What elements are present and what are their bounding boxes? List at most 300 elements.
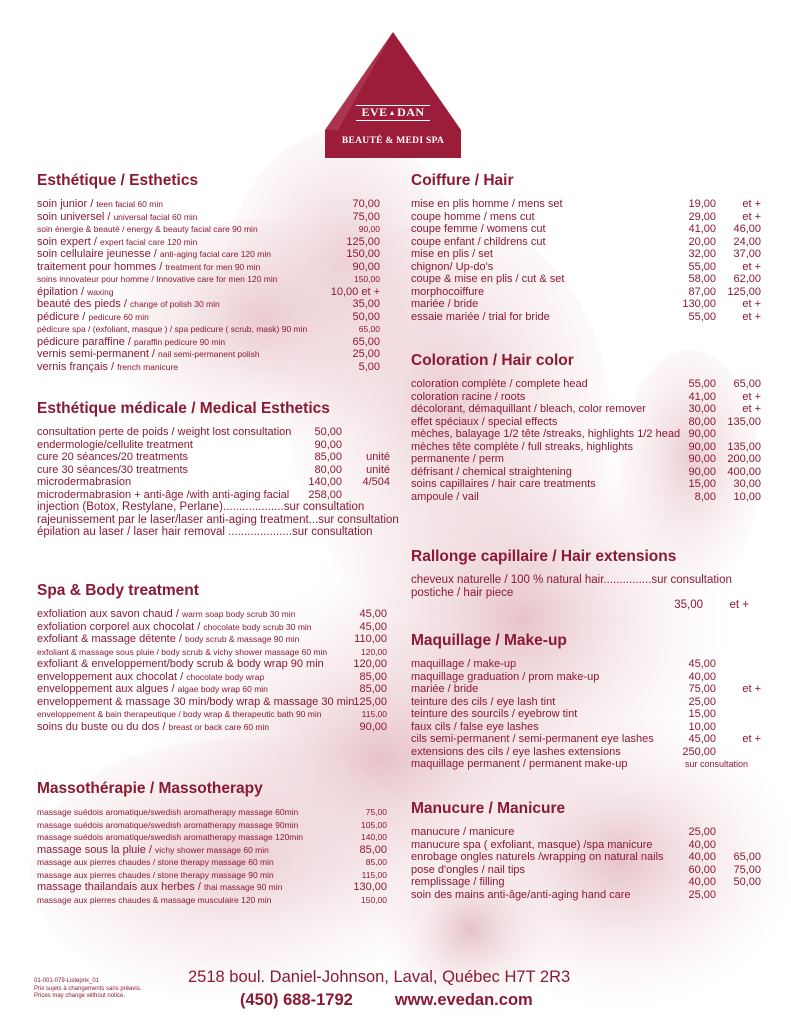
- massage-item-label: [37, 819, 298, 832]
- color-row: [411, 453, 766, 466]
- esthetics-item-en: (exfoliant, masque ) / spa pedicure ( scrub, mask) 90 min: [92, 324, 308, 334]
- esthetics-row: [37, 261, 405, 274]
- esthetics-item-label: pédicure paraffine / paraffin pedicure 90 min: [37, 335, 226, 348]
- makeup-item-price: 250,00: [682, 745, 716, 758]
- spa-item-en: body wrap & therapeutic bath 90 min: [183, 709, 322, 719]
- medical-item-label: endermologie/cellulite treatment: [37, 438, 193, 451]
- esthetics-item-fr: soin cellulaire jeunesse: [37, 248, 151, 260]
- makeup-list: [411, 658, 766, 771]
- hair-item-label: coupe femme / womens cut: [411, 223, 546, 235]
- makeup-item-label: maquillage / make-up: [411, 658, 517, 670]
- esthetics-item-fr: pédicure paraffine: [37, 335, 125, 348]
- spa-item-fr: enveloppement & bain therapeutique: [37, 709, 176, 719]
- color-list: [411, 378, 766, 503]
- logo-tagline: BEAUTÉ & MEDI SPA: [341, 136, 445, 146]
- spa-item-fr: exfoliant & enveloppement/body scrub & body wrap 90 min: [37, 658, 324, 670]
- website-link[interactable]: www.evedan.com: [394, 991, 533, 1009]
- esthetics-item-en: paraffin pedicure 90 min: [134, 336, 226, 347]
- manicure-list: [411, 826, 766, 901]
- logo-brand-left: EVE: [361, 105, 388, 119]
- esthetics-row: [37, 323, 405, 336]
- spa-item-en: warm soap body scrub 30 min: [181, 609, 296, 619]
- manicure-row: [411, 826, 766, 839]
- esthetics-item-label: soin junior / teen facial 60 min: [37, 198, 163, 210]
- spa-row: [37, 671, 392, 684]
- esthetics-item-en: anti-aging facial care 120 min: [159, 249, 271, 259]
- esthetics-row: [37, 311, 405, 324]
- esthetics-item-label: soin cellulaire jeunesse / anti-aging facial care 120 min: [37, 248, 271, 260]
- color-item-price: 30,00: [688, 403, 716, 415]
- color-item-price: 90,00: [688, 453, 716, 465]
- massage-item-price: 140,00: [361, 832, 387, 842]
- massage-row: [37, 819, 392, 832]
- spa-item-price: 125,00: [353, 695, 387, 708]
- spa-item-label: exfoliant & massage détente / body scrub & massage 90 min: [37, 633, 300, 645]
- esthetics-item-label: soins innovateur pour homme / Innovative care for men 120 min: [37, 274, 278, 284]
- spa-item-fr: enveloppement aux chocolat: [37, 670, 178, 683]
- hair-item-price-2: 37,00: [733, 248, 761, 260]
- color-item-label: soins capillaires / hair care treatments: [411, 478, 596, 490]
- makeup-item-label: cils semi-permanent / semi-permanent eye lashes: [411, 733, 654, 745]
- esthetics-item-en: expert facial care 120 min: [99, 236, 198, 247]
- makeup-item-price-2: et +: [742, 733, 761, 745]
- spa-item-label: exfoliation corporel aux chocolat / chocolate body scrub 30 min: [37, 620, 312, 633]
- esthetics-item-en: french manicure: [117, 361, 179, 372]
- esthetics-item-price: 65,00: [352, 335, 380, 348]
- hair-row: [411, 286, 766, 299]
- color-item-price-2: 135,00: [727, 415, 761, 428]
- esthetics-item-fr: soin énergie & beauté: [37, 224, 120, 234]
- massage-row: [37, 869, 392, 882]
- color-row: [411, 416, 766, 429]
- esthetics-item-en: nail semi-permanent polish: [158, 349, 260, 359]
- spa-item-en: body scrub & vichy shower massage 60 min: [161, 646, 328, 657]
- hair-item-price-2: et +: [742, 260, 761, 273]
- medical-item-note: unité: [366, 451, 390, 463]
- medical-item-price: 140,00: [308, 476, 342, 488]
- esthetics-row: [37, 361, 405, 374]
- massage-row: [37, 806, 392, 819]
- hair-row: [411, 248, 766, 261]
- massage-item-price: 75,00: [365, 807, 387, 817]
- medical-item-price: 90,00: [314, 438, 342, 451]
- color-item-label: mèches tête complète / full streaks, highlights: [411, 440, 633, 453]
- massage-title: Massothérapie / Massotherapy: [37, 780, 263, 797]
- manicure-item-price: 25,00: [688, 826, 716, 838]
- hair-row: [411, 223, 766, 236]
- hair-item-price: 19,00: [688, 198, 716, 210]
- esthetics-title: Esthétique / Esthetics: [37, 172, 199, 189]
- color-section: [411, 352, 766, 503]
- hair-item-label: mariée / bride: [411, 298, 479, 310]
- color-item-label: coloration complète / complete head: [411, 378, 588, 390]
- esthetics-item-en: energy & beauty facial care 90 min: [126, 224, 258, 234]
- esthetics-row: [37, 348, 405, 361]
- color-row: [411, 441, 766, 454]
- color-item-price-2: 135,00: [727, 440, 761, 453]
- esthetics-row: [37, 198, 405, 211]
- makeup-item-price: 15,00: [688, 708, 716, 720]
- hair-item-label: chignon/ Up-do's: [411, 260, 494, 273]
- spa-item-label: enveloppement aux algues / algae body wrap 60 min: [37, 683, 268, 695]
- esthetics-item-price: 35,00: [352, 298, 380, 310]
- manicure-item-price: 40,00: [688, 876, 716, 888]
- esthetics-row: [37, 298, 405, 311]
- price-notice-fr: Prix sujets à changements sans préavis.: [34, 985, 142, 992]
- massage-item-price: 150,00: [361, 894, 387, 905]
- massage-item-price: 85,00: [359, 843, 387, 856]
- esthetics-item-label: pédicure spa / (exfoliant, masque ) / spa pedicure ( scrub, mask) 90 min: [37, 324, 308, 334]
- manicure-item-price: 40,00: [688, 851, 716, 863]
- spa-item-price: 110,00: [354, 633, 387, 645]
- spa-item-label: [37, 696, 354, 709]
- medical-item-label: épilation au laser / laser hair removal ....................sur consultation: [37, 526, 373, 538]
- esthetics-row: [37, 273, 405, 286]
- hair-item-price-2: et +: [742, 310, 761, 323]
- spa-item-fr: exfoliant & massage sous pluie: [37, 646, 155, 657]
- makeup-item-label: faux cils / false eye lashes: [411, 720, 539, 733]
- extensions-line2: postiche / hair piece: [411, 586, 514, 599]
- hair-row: [411, 311, 766, 324]
- spa-item-label: soins du buste ou du dos / breast or back care 60 min: [37, 720, 270, 733]
- spa-item-label: enveloppement & bain therapeutique / body wrap & therapeutic bath 90 min: [37, 709, 322, 719]
- medical-item-note: 4/504: [362, 476, 390, 488]
- massage-item-label: massage aux pierres chaudes / stone therapy massage 60 min: [37, 857, 274, 867]
- esthetics-item-fr: soin expert: [37, 235, 91, 248]
- esthetics-item-fr: soins innovateur pour homme: [37, 274, 149, 284]
- hair-item-price-2: et +: [742, 198, 761, 210]
- massage-row: [37, 894, 392, 907]
- manicure-item-price-2: 50,00: [733, 876, 761, 888]
- medical-row: [37, 476, 392, 489]
- manicure-row: [411, 839, 766, 852]
- medical-section: [37, 400, 399, 539]
- manicure-item-price-2: 65,00: [733, 851, 761, 863]
- color-item-price: 90,00: [688, 440, 716, 453]
- hair-item-price-2: 62,00: [733, 273, 761, 285]
- esthetics-item-price: 90,00: [358, 224, 380, 234]
- spa-row: [37, 658, 392, 671]
- logo-triangle-mark-icon: ▲: [388, 109, 397, 117]
- medical-item-label: consultation perte de poids / weight lost consultation: [37, 426, 292, 438]
- spa-row: [37, 696, 392, 709]
- esthetics-section: [37, 172, 405, 373]
- esthetics-item-en: Innovative care for men 120 min: [156, 274, 278, 284]
- color-item-price-2: 200,00: [727, 453, 761, 465]
- esthetics-item-fr: épilation: [37, 285, 78, 298]
- extensions-line1: cheveux naturelle / 100 % natural hair...............sur consultation: [411, 574, 732, 586]
- extensions-row: [411, 599, 766, 612]
- makeup-row: [411, 721, 766, 734]
- esthetics-item-price: 5,00: [358, 360, 380, 373]
- hair-item-price: 55,00: [688, 310, 716, 323]
- spa-item-fr: exfoliant & massage détente: [37, 633, 176, 645]
- extensions-note: et +: [729, 599, 749, 611]
- massage-item-fr: massage suédois aromatique/swedish aromatherapy massage 90min: [37, 819, 299, 830]
- esthetics-item-label: soin expert / expert facial care 120 min: [37, 235, 198, 248]
- eve-dan-logo: [318, 32, 468, 158]
- color-item-label: défrisant / chemical straightening: [411, 465, 572, 478]
- makeup-row: [411, 758, 766, 771]
- massage-item-en: vichy shower massage 60 min: [155, 844, 269, 855]
- medical-item-price: 80,00: [314, 463, 342, 476]
- medical-row: [37, 451, 392, 464]
- color-item-price: 90,00: [688, 428, 716, 440]
- spa-item-fr: enveloppement aux algues: [37, 683, 169, 695]
- hair-title: Coiffure / Hair: [411, 172, 514, 189]
- hair-item-price: 130,00: [682, 298, 716, 310]
- hair-item-price: 58,00: [688, 273, 716, 285]
- hair-item-price-2: 125,00: [727, 285, 761, 298]
- manicure-row: [411, 851, 766, 864]
- color-item-price-2: 30,00: [733, 478, 761, 490]
- medical-item-label: microdermabrasion: [37, 476, 132, 488]
- spa-list: [37, 608, 392, 733]
- manicure-section: [411, 800, 766, 901]
- color-item-price: 8,00: [694, 490, 716, 503]
- esthetics-row: [37, 211, 405, 224]
- makeup-item-price: 75,00: [688, 683, 716, 695]
- color-item-price-2: 10,00: [733, 490, 761, 503]
- hair-list: [411, 198, 766, 323]
- esthetics-item-label: beauté des pieds / change of polish 30 min: [37, 298, 220, 310]
- spa-item-en: breast or back care 60 min: [168, 721, 270, 732]
- hair-item-price: 32,00: [688, 248, 716, 260]
- makeup-item-label: extensions des cils / eye lashes extensions: [411, 745, 621, 758]
- esthetics-item-price: 65,00: [358, 324, 380, 334]
- spa-item-en: body scrub & massage 90 min: [184, 634, 300, 644]
- manicure-item-price: 40,00: [688, 838, 716, 851]
- manicure-row: [411, 876, 766, 889]
- color-item-label: décolorant, démaquillant / bleach, color remover: [411, 403, 646, 415]
- medical-item-price: 50,00: [314, 426, 342, 438]
- hair-item-price-2: 24,00: [733, 235, 761, 248]
- massage-item-fr: massage sous la pluie: [37, 843, 146, 856]
- spa-item-price: 45,00: [359, 620, 387, 633]
- makeup-row: [411, 733, 766, 746]
- spa-item-label: enveloppement aux chocolat / chocolate body wrap: [37, 670, 265, 683]
- makeup-title: Maquillage / Make-up: [411, 632, 567, 649]
- massage-item-fr: massage suédois aromatique/swedish aromatherapy massage 120min: [37, 832, 304, 842]
- esthetics-item-price: 150,00: [354, 274, 380, 284]
- massage-item-label: massage aux pierres chaudes / stone therapy massage 90 min: [37, 869, 274, 880]
- medical-item-label: microdermabrasion + anti-âge /with anti-aging facial: [37, 488, 290, 501]
- spa-item-fr: exfoliation corporel aux chocolat: [37, 620, 195, 633]
- esthetics-item-label: vernis semi-permanent / nail semi-permanent polish: [37, 348, 260, 360]
- spa-row: [37, 721, 392, 734]
- medical-row: [37, 526, 392, 539]
- massage-item-fr: massage suédois aromatique/swedish aromatherapy massage 60min: [37, 807, 299, 817]
- hair-row: [411, 236, 766, 249]
- massage-row: [37, 844, 392, 857]
- massage-row: [37, 856, 392, 869]
- color-item-price-2: 65,00: [733, 378, 761, 390]
- manicure-item-label: pose d'ongles / nail tips: [411, 863, 526, 876]
- makeup-item-label: teinture des cils / eye lash tint: [411, 695, 556, 708]
- spa-item-fr: soins du buste ou du dos: [37, 720, 160, 733]
- color-item-label: effet spéciaux / special effects: [411, 415, 558, 428]
- makeup-item-price: sur consultation: [685, 759, 749, 769]
- color-item-price-2: et +: [742, 390, 761, 403]
- extensions-section: [411, 548, 766, 612]
- color-row: [411, 391, 766, 404]
- massage-item-price: 105,00: [361, 819, 387, 830]
- medical-list: [37, 426, 399, 539]
- spa-item-label: exfoliant & massage sous pluie / body scrub & vichy shower massage 60 min: [37, 646, 328, 657]
- esthetics-row: [37, 336, 405, 349]
- manicure-item-label: manucure / manicure: [411, 826, 515, 838]
- hair-item-price: 20,00: [688, 235, 716, 248]
- extensions-price: 35,00: [674, 599, 703, 611]
- hair-item-label: coupe & mise en plis / cut & set: [411, 273, 565, 285]
- color-item-price: 55,00: [688, 378, 716, 390]
- medical-row: [37, 426, 392, 439]
- hair-item-price: 55,00: [688, 260, 716, 273]
- color-title: Coloration / Hair color: [411, 352, 574, 369]
- esthetics-item-label: épilation / waxing: [37, 285, 114, 298]
- makeup-row: [411, 671, 766, 684]
- manicure-title: Manucure / Manicure: [411, 800, 566, 817]
- esthetics-item-fr: traitement pour hommes: [37, 260, 157, 273]
- medical-item-label: cure 30 séances/30 treatments: [37, 463, 189, 476]
- document-code: 01-001-079-Listeprix_01: [34, 978, 100, 984]
- spa-row: [37, 683, 392, 696]
- spa-section: [37, 582, 392, 733]
- esthetics-item-fr: pédicure: [37, 310, 80, 323]
- massage-item-price: 85,00: [365, 857, 387, 867]
- esthetics-item-en: universal facial 60 min: [113, 211, 198, 222]
- manicure-row: [411, 864, 766, 877]
- hair-item-label: morphocoiffure: [411, 285, 485, 298]
- esthetics-item-fr: beauté des pieds: [37, 298, 121, 310]
- spa-item-price: 85,00: [359, 670, 387, 683]
- hair-item-label: mise en plis homme / mens set: [411, 198, 563, 210]
- makeup-row: [411, 708, 766, 721]
- esthetics-item-price: 125,00: [346, 235, 380, 248]
- phone-number: (450) 688-1792: [240, 991, 353, 1009]
- hair-item-price: 41,00: [688, 223, 716, 235]
- makeup-section: [411, 632, 766, 771]
- manicure-item-label: soin des mains anti-âge/anti-aging hand care: [411, 888, 631, 901]
- hair-row: [411, 211, 766, 224]
- esthetics-row: [37, 223, 405, 236]
- hair-item-price-2: et +: [742, 210, 761, 223]
- esthetics-item-label: soin énergie & beauté / energy & beauty facial care 90 min: [37, 224, 258, 234]
- color-item-price-2: 400,00: [727, 465, 761, 478]
- spa-item-price: 120,00: [353, 658, 387, 670]
- makeup-item-label: teinture des sourcils / eyebrow tint: [411, 708, 578, 720]
- spa-item-price: 85,00: [359, 683, 387, 695]
- logo-brand-right: DAN: [397, 105, 425, 119]
- hair-item-label: coupe homme / mens cut: [411, 210, 535, 223]
- esthetics-item-en: waxing: [87, 286, 114, 297]
- esthetics-row: [37, 248, 405, 261]
- extensions-row: [411, 587, 766, 600]
- massage-item-label: massage thailandais aux herbes / thai massage 90 min: [37, 881, 283, 893]
- medical-row: [37, 439, 392, 452]
- extensions-row: [411, 574, 766, 587]
- esthetics-item-label: vernis français / french manicure: [37, 360, 179, 373]
- color-item-price: 41,00: [688, 390, 716, 403]
- medical-item-label: injection (Botox, Restylane, Perlane)...................sur consultation: [37, 501, 365, 513]
- esthetics-item-en: change of polish 30 min: [129, 299, 220, 309]
- spa-item-en: chocolate body wrap: [186, 671, 265, 682]
- spa-row: [37, 608, 392, 621]
- spa-item-price: 115,00: [361, 709, 387, 719]
- esthetics-item-fr: soin universel: [37, 210, 105, 223]
- esthetics-item-price: 150,00: [346, 248, 380, 260]
- spa-item-en: algae body wrap 60 min: [177, 684, 268, 694]
- color-row: [411, 466, 766, 479]
- makeup-item-price: 10,00: [688, 720, 716, 733]
- medical-row: [37, 489, 392, 502]
- massage-item-label: [37, 831, 303, 844]
- manicure-item-price-2: 75,00: [733, 863, 761, 876]
- hair-item-price: 87,00: [688, 285, 716, 298]
- esthetics-item-price: 75,00: [352, 210, 380, 223]
- massage-item-fr: massage aux pierres chaudes: [37, 869, 151, 880]
- massage-item-label: [37, 806, 298, 819]
- medical-row: [37, 501, 392, 514]
- medical-item-note: unité: [366, 463, 390, 476]
- spa-item-fr: exfoliation aux savon chaud: [37, 608, 173, 620]
- contact-line: [240, 991, 533, 1010]
- spa-row: [37, 708, 392, 721]
- color-item-label: permanente / perm: [411, 453, 504, 465]
- spa-title: Spa & Body treatment: [37, 582, 199, 599]
- color-item-price-2: et +: [742, 403, 761, 415]
- spa-item-label: exfoliation aux savon chaud / warm soap body scrub 30 min: [37, 608, 296, 620]
- makeup-item-label: maquillage graduation / prom make-up: [411, 670, 600, 683]
- medical-item-price: 85,00: [314, 451, 342, 463]
- massage-item-fr: massage aux pierres chaudes: [37, 857, 151, 867]
- color-row: [411, 478, 766, 491]
- esthetics-item-en: teen facial 60 min: [96, 199, 163, 209]
- esthetics-item-en: pedicure 60 min: [88, 311, 149, 322]
- spa-item-price: 90,00: [359, 720, 387, 733]
- massage-item-label: [37, 894, 271, 907]
- address: 2518 boul. Daniel-Johnson, Laval, Québec H7T 2R3: [188, 968, 571, 986]
- makeup-item-label: mariée / bride: [411, 683, 479, 695]
- esthetics-list: [37, 198, 405, 373]
- massage-item-price: 130,00: [353, 881, 387, 893]
- makeup-item-price: 45,00: [688, 733, 716, 745]
- makeup-item-price: 25,00: [688, 695, 716, 708]
- makeup-row: [411, 746, 766, 759]
- massage-item-price: 115,00: [361, 869, 387, 880]
- esthetics-item-price: 10,00 et +: [330, 285, 380, 298]
- hair-item-price-2: 46,00: [733, 223, 761, 235]
- color-item-label: coloration racine / roots: [411, 390, 526, 403]
- makeup-item-price-2: et +: [742, 683, 761, 695]
- manicure-item-label: remplissage / filling: [411, 876, 505, 888]
- esthetics-row: [37, 236, 405, 249]
- color-item-label: ampoule / vail: [411, 490, 479, 503]
- massage-row: [37, 881, 392, 894]
- esthetics-item-price: 50,00: [352, 310, 380, 323]
- price-notice-en: Prices may change without notice.: [34, 993, 126, 999]
- manicure-item-label: manucure spa ( exfoliant, masque) /spa manicure: [411, 838, 653, 851]
- makeup-row: [411, 658, 766, 671]
- esthetics-item-price: 90,00: [352, 260, 380, 273]
- hair-row: [411, 198, 766, 211]
- color-row: [411, 403, 766, 416]
- massage-item-en: thai massage 90 min: [203, 882, 283, 892]
- esthetics-item-fr: vernis semi-permanent: [37, 348, 149, 360]
- makeup-row: [411, 683, 766, 696]
- esthetics-item-fr: vernis français: [37, 360, 108, 373]
- massage-item-en: stone therapy massage 90 min: [157, 869, 274, 880]
